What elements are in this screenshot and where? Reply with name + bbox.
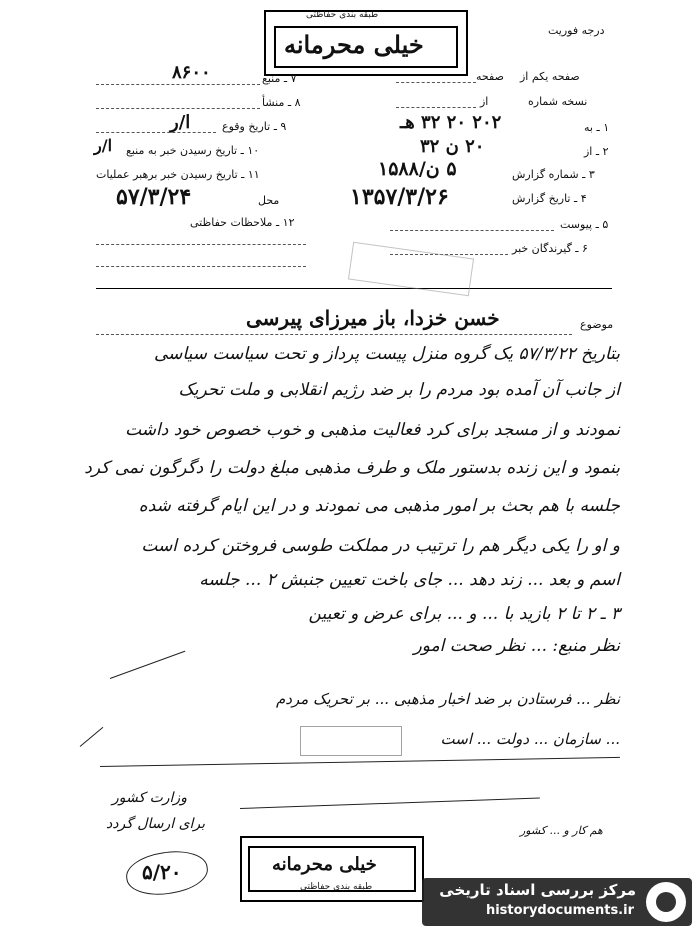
source-value: ۸۶۰۰ xyxy=(172,62,211,83)
origin-label: ۸ ـ منشأ xyxy=(262,96,301,109)
subject-label: موضوع xyxy=(580,318,614,331)
body-line-3: نمودند و از مسجد برای کرد فعالیت مذهبی و خوب خصوص خود داشت xyxy=(125,420,620,440)
report-date-label: ۴ ـ تاریخ گزارش xyxy=(512,192,587,205)
security-line-1 xyxy=(96,244,306,245)
operations-date-label: ۱۱ ـ تاریخ رسیدن خبر برهبر عملیات xyxy=(96,168,260,181)
page-count-sep: صفحه xyxy=(476,70,504,83)
source-line xyxy=(96,84,260,85)
body-line-9: نظر منبع: ... نظر صحت امور xyxy=(413,636,620,656)
security-line-2 xyxy=(96,266,306,267)
body-line-8: ۳ ـ ۲ تا ۲ بازید با ... و ... برای عرض و تعیین xyxy=(308,604,620,624)
right-margin-note: هم کار و ... کشور xyxy=(520,824,603,837)
event-date-label: ۹ ـ تاریخ وقوع xyxy=(222,120,287,133)
watermark-logo-icon xyxy=(646,882,686,922)
from-value: ۲۰ ن ۳۲ xyxy=(420,136,485,157)
page-count-label: صفحه یکم از xyxy=(520,70,580,83)
subject-line xyxy=(96,334,572,335)
faint-stamp-2 xyxy=(300,726,402,756)
recipients-label: ۶ ـ گیرندگان خبر xyxy=(512,242,588,255)
form-divider xyxy=(96,288,612,289)
copy-line xyxy=(396,107,476,108)
subject-value: خسن خزدا، باز میرزای پیرسی xyxy=(246,306,500,330)
handwriting-stroke xyxy=(100,757,620,767)
security-notes-label: ۱۲ ـ ملاحظات حفاظتی xyxy=(190,216,295,229)
body-line-11: ... سازمان ... دولت ... است xyxy=(440,730,620,748)
body-line-4: بنمود و این زنده بدستور ملک و طرف مذهبی مبلغ دولت را دگرگون نمی کرد xyxy=(84,458,620,478)
place-date-value: ۵۷/۳/۲۴ xyxy=(116,184,192,210)
source-date-value: ا/ر xyxy=(94,136,113,155)
date-circle xyxy=(123,846,210,899)
copy-number-label: نسخه شماره xyxy=(528,95,588,108)
body-line-10: نظر ... فرستادن بر ضد اخبار مذهبی ... بر تحریک مردم xyxy=(275,690,620,708)
source-date-label: ۱۰ ـ تاریخ رسیدن خبر به منبع xyxy=(126,144,260,157)
handwriting-stroke xyxy=(240,798,540,809)
body-line-1: بتاریخ ۵۷/۳/۲۲ یک گروه منزل پیست پرداز و تحت سیاست سیاسی xyxy=(153,344,620,364)
attachment-line xyxy=(390,230,554,231)
page-line xyxy=(396,82,476,83)
priority-label: درجه فوریت xyxy=(548,24,605,37)
to-value: ۲۰۲ ۲۰ ۳۲ هـ xyxy=(400,112,502,133)
body-line-7: اسم و بعد ... زند دهد ... جای باخت تعیین جنبش ۲ ... جلسه xyxy=(199,570,620,590)
event-date-line xyxy=(96,132,216,133)
bottom-classification-stamp xyxy=(240,836,424,902)
classification-stamp xyxy=(264,10,468,76)
attachment-label: ۵ ـ پیوست xyxy=(560,218,609,231)
margin-date-note: ۵/۲۰ xyxy=(142,860,182,884)
bottom-stamp-sub: طبقه بندی حفاظتی xyxy=(300,882,373,892)
origin-line xyxy=(96,108,260,109)
report-number-value: ۵ ن/۱۵۸۸ xyxy=(378,158,457,180)
copy-number-sep: از xyxy=(480,95,489,108)
place-label: محل xyxy=(258,194,280,207)
report-date-value: ۱۳۵۷/۳/۲۶ xyxy=(350,184,449,210)
stamp-text: خیلی محرمانه xyxy=(284,30,424,59)
to-label: ۱ ـ به xyxy=(584,121,610,134)
from-label: ۲ ـ از xyxy=(584,145,609,158)
margin-note-1: وزارت کشور xyxy=(112,790,187,806)
body-line-2: از جانب آن آمده بود مردم را بر ضد رژیم انقلابی و ملت تحریک xyxy=(178,380,620,400)
body-line-6: و او را یکی دیگر هم را ترتیب در مملکت طوسی فروختن کرده است xyxy=(141,536,620,556)
report-number-label: ۳ ـ شماره گزارش xyxy=(512,168,595,181)
source-label: ۷ ـ منبع xyxy=(262,72,297,85)
body-line-5: جلسه با هم بحث بر امور مذهبی می نمودند و در این ایام گرفته شده xyxy=(138,496,620,516)
event-date-value: ا/ر xyxy=(170,112,191,133)
watermark xyxy=(422,878,692,926)
watermark-url: historydocuments.ir xyxy=(485,903,634,918)
bottom-stamp-text: خیلی محرمانه xyxy=(272,854,377,875)
stamp-label: طبقه بندی حفاظتی xyxy=(306,10,379,20)
margin-note-2: برای ارسال گردد xyxy=(106,816,206,832)
watermark-title: مرکز بررسی اسناد تاریخی xyxy=(439,881,636,899)
